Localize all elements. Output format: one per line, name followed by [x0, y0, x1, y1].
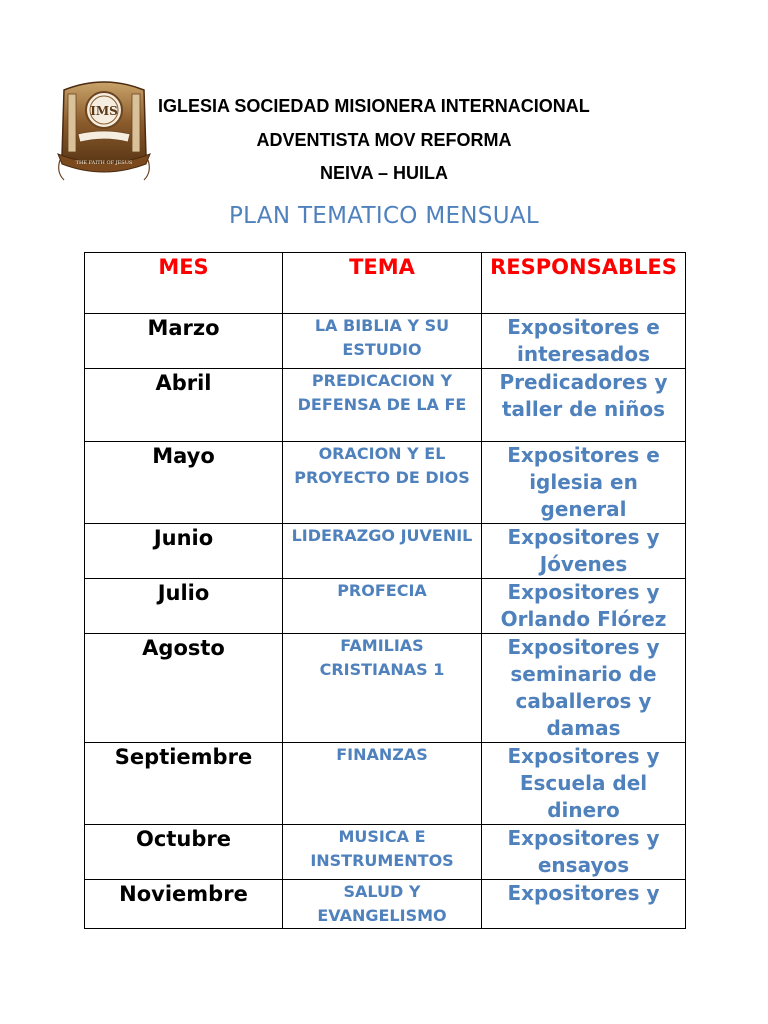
cell-mes: Junio — [85, 524, 283, 579]
table-row — [85, 634, 686, 743]
cell-tema: MUSICA E INSTRUMENTOS — [283, 825, 482, 880]
cell-responsables: Expositores y ensayos — [482, 825, 686, 880]
table-row — [85, 579, 686, 634]
table-row — [85, 314, 686, 369]
table-row — [85, 743, 686, 825]
cell-tema: LA BIBLIA Y SU ESTUDIO — [283, 314, 482, 369]
header-responsables: RESPONSABLES — [482, 253, 686, 314]
cell-responsables: Expositores y Jóvenes — [482, 524, 686, 579]
table-row — [85, 442, 686, 524]
logo-initials: IMS — [90, 104, 118, 118]
logo-motto: THE FAITH OF JESUS — [75, 160, 133, 166]
plan-table — [84, 252, 686, 929]
cell-tema: FAMILIAS CRISTIANAS 1 — [283, 634, 482, 743]
cell-mes: Marzo — [85, 314, 283, 369]
cell-mes: Septiembre — [85, 743, 283, 825]
page-title: PLAN TEMATICO MENSUAL — [228, 203, 539, 229]
cell-mes: Julio — [85, 579, 283, 634]
church-name-line1: IGLESIA SOCIEDAD MISIONERA INTERNACIONAL — [158, 96, 590, 116]
cell-responsables: Expositores e interesados — [482, 314, 686, 369]
header-tema: TEMA — [283, 253, 482, 314]
table-header-row — [85, 253, 686, 314]
cell-tema: FINANZAS — [283, 743, 482, 825]
cell-mes: Octubre — [85, 825, 283, 880]
cell-tema: PROFECIA — [283, 579, 482, 634]
table-row — [85, 825, 686, 880]
table-row — [85, 369, 686, 442]
cell-tema: ORACION Y EL PROYECTO DE DIOS — [283, 442, 482, 524]
table-row — [85, 880, 686, 929]
cell-mes: Agosto — [85, 634, 283, 743]
cell-tema: LIDERAZGO JUVENIL — [283, 524, 482, 579]
cell-mes: Noviembre — [85, 880, 283, 929]
cell-responsables: Expositores y seminario de caballeros y damas — [482, 634, 686, 743]
table-row — [85, 524, 686, 579]
cell-responsables: Expositores e iglesia en general — [482, 442, 686, 524]
cell-tema: PREDICACION Y DEFENSA DE LA FE — [283, 369, 482, 442]
cell-responsables: Predicadores y taller de niños — [482, 369, 686, 442]
cell-responsables: Expositores y Orlando Flórez — [482, 579, 686, 634]
cell-mes: Abril — [85, 369, 283, 442]
church-name-line2: ADVENTISTA MOV REFORMA — [256, 130, 512, 150]
cell-tema: SALUD Y EVANGELISMO — [283, 880, 482, 929]
cell-responsables: Expositores y — [482, 880, 686, 929]
cell-responsables: Expositores y Escuela del dinero — [482, 743, 686, 825]
header-mes: MES — [85, 253, 283, 314]
church-location: NEIVA – HUILA — [319, 163, 448, 183]
cell-mes: Mayo — [85, 442, 283, 524]
